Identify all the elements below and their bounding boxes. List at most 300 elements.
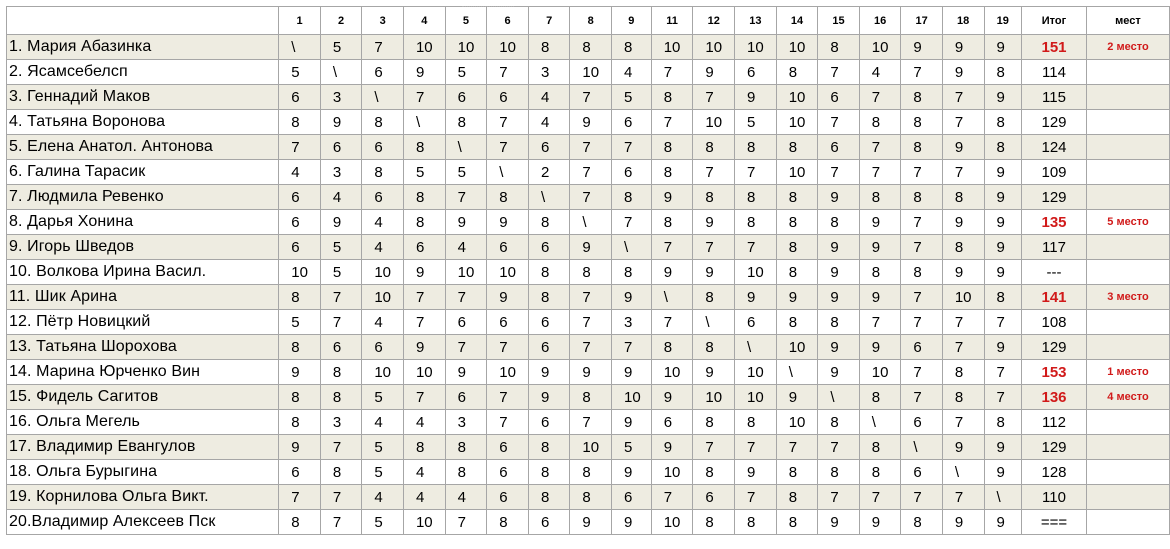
results-table — [6, 6, 1170, 535]
score-cell: 6 — [487, 460, 529, 485]
place-cell: 1 место — [1086, 360, 1169, 385]
score-cell: 8 — [279, 410, 321, 435]
score-cell: \ — [320, 60, 361, 85]
score-cell: 6 — [901, 335, 942, 360]
score-cell: 7 — [693, 85, 735, 110]
score-cell: 8 — [445, 460, 487, 485]
score-cell: 4 — [320, 185, 361, 210]
score-cell: 10 — [735, 385, 777, 410]
score-cell: 7 — [445, 185, 487, 210]
score-cell: 10 — [445, 35, 487, 60]
score-cell: 10 — [362, 285, 404, 310]
score-cell: 8 — [320, 360, 361, 385]
participant-name: 17. Владимир Евангулов — [7, 435, 279, 460]
total-cell: 129 — [1022, 185, 1087, 210]
place-cell: 4 место — [1086, 385, 1169, 410]
score-cell: 9 — [570, 510, 612, 535]
table-row — [7, 85, 1170, 110]
score-cell: 7 — [570, 135, 612, 160]
score-cell: 6 — [279, 85, 321, 110]
score-cell: 10 — [859, 360, 901, 385]
score-cell: 9 — [445, 210, 487, 235]
score-cell: 8 — [776, 185, 818, 210]
score-cell: 9 — [901, 35, 942, 60]
score-cell: 10 — [570, 435, 612, 460]
table-row — [7, 460, 1170, 485]
table-row — [7, 35, 1170, 60]
place-cell: 3 место — [1086, 285, 1169, 310]
score-cell: 7 — [735, 435, 777, 460]
score-cell: \ — [279, 35, 321, 60]
score-cell: 6 — [362, 60, 404, 85]
score-cell: 5 — [362, 510, 404, 535]
score-cell: 9 — [984, 210, 1022, 235]
score-cell: 8 — [735, 510, 777, 535]
score-cell: 6 — [362, 185, 404, 210]
score-cell: 7 — [942, 110, 984, 135]
score-cell: 9 — [942, 60, 984, 85]
score-cell: 8 — [859, 110, 901, 135]
score-cell: 4 — [362, 410, 404, 435]
score-cell: 7 — [570, 335, 612, 360]
score-cell: 7 — [320, 310, 361, 335]
score-cell: 9 — [859, 210, 901, 235]
score-cell: 8 — [651, 335, 693, 360]
score-cell: 4 — [279, 160, 321, 185]
column-header: 11 — [651, 7, 693, 35]
score-cell: 6 — [693, 485, 735, 510]
table-row — [7, 110, 1170, 135]
place-cell — [1086, 160, 1169, 185]
score-cell: 8 — [693, 185, 735, 210]
score-cell: 9 — [651, 185, 693, 210]
score-cell: 8 — [362, 160, 404, 185]
total-cell: 136 — [1022, 385, 1087, 410]
participant-name: 11. Шик Арина — [7, 285, 279, 310]
score-cell: 7 — [487, 60, 529, 85]
score-cell: 8 — [445, 110, 487, 135]
score-cell: 7 — [320, 435, 361, 460]
score-cell: 7 — [984, 360, 1022, 385]
header-row — [7, 7, 1170, 35]
participant-name: 19. Корнилова Ольга Викт. — [7, 485, 279, 510]
score-cell: 8 — [487, 185, 529, 210]
column-header: 19 — [984, 7, 1022, 35]
score-cell: 9 — [984, 160, 1022, 185]
score-cell: 8 — [693, 410, 735, 435]
score-cell: 9 — [570, 110, 612, 135]
score-cell: 8 — [735, 410, 777, 435]
score-cell: 9 — [984, 35, 1022, 60]
score-cell: 8 — [776, 135, 818, 160]
score-cell: 10 — [279, 260, 321, 285]
score-cell: 6 — [320, 335, 361, 360]
score-cell: 7 — [942, 85, 984, 110]
score-cell: 9 — [859, 285, 901, 310]
table-row — [7, 310, 1170, 335]
score-cell: 4 — [403, 460, 445, 485]
column-header: 2 — [320, 7, 361, 35]
score-cell: 6 — [651, 410, 693, 435]
score-cell: 8 — [984, 410, 1022, 435]
score-cell: 10 — [651, 35, 693, 60]
score-cell: 9 — [984, 235, 1022, 260]
score-cell: 8 — [445, 435, 487, 460]
score-cell: 9 — [859, 335, 901, 360]
score-cell: 7 — [942, 410, 984, 435]
place-cell — [1086, 110, 1169, 135]
score-cell: 8 — [693, 285, 735, 310]
score-cell: 9 — [651, 385, 693, 410]
score-cell: 7 — [942, 485, 984, 510]
score-cell: 7 — [901, 160, 942, 185]
score-cell: 8 — [901, 510, 942, 535]
participant-name: 3. Геннадий Маков — [7, 85, 279, 110]
score-cell: 4 — [528, 110, 569, 135]
total-cell: 108 — [1022, 310, 1087, 335]
score-cell: 7 — [859, 160, 901, 185]
score-cell: 9 — [612, 360, 652, 385]
column-header: 7 — [528, 7, 569, 35]
score-cell: 8 — [735, 210, 777, 235]
total-cell: --- — [1022, 260, 1087, 285]
column-header: 6 — [487, 7, 529, 35]
score-cell: 7 — [320, 285, 361, 310]
score-cell: 9 — [984, 85, 1022, 110]
participant-name: 16. Ольга Мегель — [7, 410, 279, 435]
score-cell: 9 — [403, 260, 445, 285]
score-cell: 8 — [612, 260, 652, 285]
score-cell: \ — [901, 435, 942, 460]
score-cell: 10 — [570, 60, 612, 85]
score-cell: 8 — [279, 110, 321, 135]
score-cell: 9 — [279, 435, 321, 460]
score-cell: 8 — [612, 35, 652, 60]
table-row — [7, 510, 1170, 535]
score-cell: 10 — [445, 260, 487, 285]
score-cell: 9 — [612, 510, 652, 535]
score-cell: 8 — [651, 85, 693, 110]
participant-name: 5. Елена Анатол. Антонова — [7, 135, 279, 160]
score-cell: 5 — [279, 310, 321, 335]
score-cell: 7 — [859, 135, 901, 160]
score-cell: 10 — [651, 510, 693, 535]
score-cell: \ — [859, 410, 901, 435]
column-header: 1 — [279, 7, 321, 35]
score-cell: 9 — [487, 210, 529, 235]
score-cell: 8 — [776, 260, 818, 285]
score-cell: 7 — [901, 235, 942, 260]
score-cell: 7 — [818, 160, 859, 185]
score-cell: 9 — [818, 260, 859, 285]
score-cell: 8 — [776, 235, 818, 260]
score-cell: 8 — [776, 310, 818, 335]
table-row — [7, 260, 1170, 285]
column-header: 13 — [735, 7, 777, 35]
column-header: 16 — [859, 7, 901, 35]
table-row — [7, 235, 1170, 260]
score-cell: 7 — [942, 335, 984, 360]
score-cell: 9 — [612, 410, 652, 435]
score-cell: 6 — [612, 485, 652, 510]
score-cell: 4 — [362, 485, 404, 510]
place-header: мест — [1086, 7, 1169, 35]
total-cell: 124 — [1022, 135, 1087, 160]
score-cell: 8 — [901, 110, 942, 135]
score-cell: 10 — [403, 510, 445, 535]
score-cell: 8 — [528, 260, 569, 285]
score-cell: 8 — [570, 460, 612, 485]
score-cell: 6 — [487, 485, 529, 510]
score-cell: 10 — [693, 35, 735, 60]
score-cell: 8 — [693, 135, 735, 160]
score-cell: 8 — [362, 110, 404, 135]
score-cell: 8 — [693, 510, 735, 535]
place-cell — [1086, 260, 1169, 285]
score-cell: 6 — [279, 460, 321, 485]
score-cell: 8 — [693, 335, 735, 360]
total-cell: 151 — [1022, 35, 1087, 60]
header-name-cell — [7, 7, 279, 35]
score-cell: 7 — [735, 160, 777, 185]
column-header: 9 — [612, 7, 652, 35]
score-cell: 10 — [776, 35, 818, 60]
score-cell: 7 — [570, 160, 612, 185]
score-cell: 10 — [776, 335, 818, 360]
score-cell: 7 — [612, 335, 652, 360]
score-cell: 8 — [528, 460, 569, 485]
score-cell: 9 — [984, 335, 1022, 360]
score-cell: 9 — [445, 360, 487, 385]
score-cell: \ — [735, 335, 777, 360]
participant-name: 1. Мария Абазинка — [7, 35, 279, 60]
participant-name: 9. Игорь Шведов — [7, 235, 279, 260]
score-cell: 8 — [859, 185, 901, 210]
score-cell: 9 — [984, 510, 1022, 535]
score-cell: 9 — [320, 110, 361, 135]
score-cell: 8 — [859, 435, 901, 460]
score-cell: 8 — [901, 185, 942, 210]
score-cell: 6 — [612, 110, 652, 135]
score-cell: 6 — [818, 85, 859, 110]
score-cell: 7 — [818, 485, 859, 510]
score-cell: 3 — [528, 60, 569, 85]
score-cell: 7 — [859, 310, 901, 335]
score-cell: 7 — [901, 385, 942, 410]
score-cell: 7 — [942, 310, 984, 335]
score-cell: 9 — [818, 335, 859, 360]
score-cell: 8 — [776, 60, 818, 85]
score-cell: 8 — [859, 260, 901, 285]
column-header: 14 — [776, 7, 818, 35]
score-cell: 3 — [320, 85, 361, 110]
score-cell: 7 — [487, 135, 529, 160]
table-row — [7, 410, 1170, 435]
score-cell: 6 — [528, 135, 569, 160]
score-cell: 5 — [279, 60, 321, 85]
score-cell: \ — [445, 135, 487, 160]
score-cell: 5 — [362, 385, 404, 410]
score-cell: 5 — [445, 160, 487, 185]
score-cell: 9 — [984, 435, 1022, 460]
score-cell: 8 — [693, 460, 735, 485]
score-cell: 5 — [612, 435, 652, 460]
score-cell: 2 — [528, 160, 569, 185]
score-cell: 7 — [651, 60, 693, 85]
score-cell: 8 — [279, 285, 321, 310]
score-cell: 8 — [776, 510, 818, 535]
total-cell: 112 — [1022, 410, 1087, 435]
score-cell: 10 — [693, 385, 735, 410]
score-cell: \ — [528, 185, 569, 210]
score-cell: 7 — [445, 285, 487, 310]
score-cell: 6 — [735, 60, 777, 85]
table-row — [7, 485, 1170, 510]
score-cell: 7 — [445, 510, 487, 535]
score-cell: 7 — [859, 485, 901, 510]
total-header: Итог — [1022, 7, 1087, 35]
score-cell: 6 — [445, 310, 487, 335]
table-row — [7, 335, 1170, 360]
score-cell: 8 — [651, 160, 693, 185]
column-header: 17 — [901, 7, 942, 35]
score-cell: 9 — [776, 385, 818, 410]
score-cell: 3 — [612, 310, 652, 335]
results-table-wrap — [6, 6, 1170, 535]
score-cell: \ — [693, 310, 735, 335]
score-cell: 8 — [279, 510, 321, 535]
score-cell: 10 — [735, 260, 777, 285]
score-cell: 7 — [901, 285, 942, 310]
score-cell: 7 — [403, 285, 445, 310]
score-cell: 9 — [612, 460, 652, 485]
score-cell: 6 — [528, 410, 569, 435]
score-cell: \ — [612, 235, 652, 260]
score-cell: 9 — [651, 435, 693, 460]
score-cell: \ — [651, 285, 693, 310]
score-cell: 8 — [984, 135, 1022, 160]
score-cell: 8 — [818, 410, 859, 435]
score-cell: 4 — [362, 310, 404, 335]
score-cell: 7 — [320, 510, 361, 535]
table-row — [7, 285, 1170, 310]
score-cell: 6 — [818, 135, 859, 160]
score-cell: 10 — [735, 360, 777, 385]
score-cell: 6 — [487, 85, 529, 110]
score-cell: 6 — [445, 85, 487, 110]
score-cell: 9 — [487, 285, 529, 310]
score-cell: 10 — [693, 110, 735, 135]
score-cell: 5 — [612, 85, 652, 110]
score-cell: 8 — [859, 460, 901, 485]
score-cell: 8 — [818, 460, 859, 485]
score-cell: 9 — [984, 260, 1022, 285]
score-cell: 7 — [901, 360, 942, 385]
score-cell: 6 — [320, 135, 361, 160]
score-cell: 4 — [445, 235, 487, 260]
total-cell: === — [1022, 510, 1087, 535]
score-cell: \ — [487, 160, 529, 185]
score-cell: 8 — [403, 210, 445, 235]
score-cell: 6 — [279, 235, 321, 260]
place-cell — [1086, 135, 1169, 160]
participant-name: 18. Ольга Бурыгина — [7, 460, 279, 485]
score-cell: 8 — [776, 485, 818, 510]
participant-name: 4. Татьяна Воронова — [7, 110, 279, 135]
score-cell: 9 — [818, 285, 859, 310]
score-cell: 6 — [735, 310, 777, 335]
score-cell: 7 — [818, 110, 859, 135]
place-cell — [1086, 310, 1169, 335]
score-cell: 9 — [735, 285, 777, 310]
score-cell: 6 — [362, 335, 404, 360]
score-cell: 8 — [735, 135, 777, 160]
score-cell: 6 — [403, 235, 445, 260]
score-cell: 7 — [942, 160, 984, 185]
score-cell: 8 — [901, 85, 942, 110]
score-cell: 8 — [403, 435, 445, 460]
score-cell: 8 — [279, 335, 321, 360]
score-cell: 4 — [403, 485, 445, 510]
score-cell: 9 — [984, 460, 1022, 485]
score-cell: 7 — [487, 335, 529, 360]
score-cell: \ — [942, 460, 984, 485]
score-cell: 8 — [776, 210, 818, 235]
score-cell: 9 — [984, 185, 1022, 210]
score-cell: 7 — [693, 435, 735, 460]
total-cell: 115 — [1022, 85, 1087, 110]
score-cell: 4 — [403, 410, 445, 435]
score-cell: 4 — [445, 485, 487, 510]
score-cell: 4 — [612, 60, 652, 85]
score-cell: 8 — [984, 285, 1022, 310]
score-cell: 5 — [735, 110, 777, 135]
score-cell: 8 — [651, 135, 693, 160]
score-cell: 8 — [942, 235, 984, 260]
place-cell — [1086, 460, 1169, 485]
participant-name: 2. Ясамсебелсп — [7, 60, 279, 85]
score-cell: 5 — [320, 260, 361, 285]
score-cell: 8 — [279, 385, 321, 410]
score-cell: 9 — [320, 210, 361, 235]
score-cell: 9 — [735, 460, 777, 485]
total-cell: 129 — [1022, 335, 1087, 360]
score-cell: \ — [984, 485, 1022, 510]
score-cell: 8 — [942, 185, 984, 210]
score-cell: 7 — [403, 85, 445, 110]
score-cell: 6 — [279, 210, 321, 235]
score-cell: 10 — [735, 35, 777, 60]
table-row — [7, 185, 1170, 210]
score-cell: 10 — [612, 385, 652, 410]
column-header: 3 — [362, 7, 404, 35]
score-cell: 10 — [859, 35, 901, 60]
score-cell: 9 — [818, 360, 859, 385]
score-cell: 9 — [942, 35, 984, 60]
score-cell: 10 — [487, 35, 529, 60]
participant-name: 6. Галина Тарасик — [7, 160, 279, 185]
score-cell: 8 — [528, 210, 569, 235]
place-cell — [1086, 185, 1169, 210]
score-cell: 7 — [651, 110, 693, 135]
score-cell: 7 — [901, 60, 942, 85]
score-cell: 6 — [612, 160, 652, 185]
score-cell: 10 — [403, 360, 445, 385]
place-cell: 2 место — [1086, 35, 1169, 60]
score-cell: 7 — [570, 310, 612, 335]
score-cell: 9 — [859, 235, 901, 260]
score-cell: 10 — [487, 260, 529, 285]
